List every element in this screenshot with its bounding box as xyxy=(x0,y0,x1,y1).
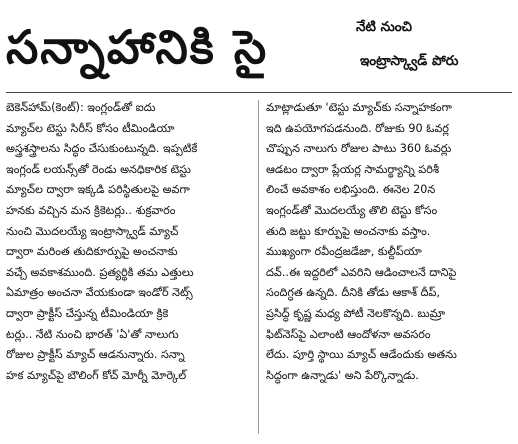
body-line: చొప్పున నాలుగు రోజుల పాటు 360 ఓవర్లు xyxy=(266,142,452,156)
body-line: ప్రసిద్ధ్‌ కృష్ణ మధ్య పోటీ నెలకొన్నది. బుమ్రా xyxy=(266,306,446,320)
body-line: సిద్ధంగా ఉన్నాడు' అని పేర్కొన్నాడు. xyxy=(266,368,419,382)
body-line: హనకు వచ్చిన మన క్రికెటర్లు.. శుక్రవారం xyxy=(6,203,176,217)
body-line: తుది జట్టు కూర్పుపై అంచనాకు వస్తాం. xyxy=(266,224,431,238)
body-line: ఇది ఉపయోగపడనుంది. రోజుకు 90 ఓవర్ల xyxy=(266,121,449,135)
body-line: మ్యాచ్‌ల టెస్టు సిరీస్‌ కోసం టీమిండియా xyxy=(6,121,175,135)
body-line: నుంచి మొదలయ్యే ఇంట్రాస్క్వాడ్‌ మ్యాచ్‌ xyxy=(6,224,179,238)
body-line: దవ్‌..ఈ ఇద్దరిలో ఎవరిని ఆడించాలనే దానిపై xyxy=(266,265,457,279)
article-column-right xyxy=(266,98,512,436)
body-line: టర్లు.. నేటి నుంచి భారత్‌ 'ఏ'తో నాలుగు xyxy=(6,327,179,341)
body-line: మ్యాచ్‌ల ద్వారా ఇక్కడి పరిస్థితులపై అవగా xyxy=(6,183,190,197)
body-line: అస్త్రశస్త్రాలను సిద్ధం చేసుకుంటున్నది. ఇప్పటికే xyxy=(6,142,198,156)
body-line: లించే అవకాశం లభిస్తుంది. ఈనెల 20న xyxy=(266,183,436,197)
headline-rule xyxy=(6,92,512,93)
headline: సన్నాహానికి సై xyxy=(6,20,269,74)
body-line: రోజుల ప్రాక్టీస్‌ మ్యాచ్‌ ఆడనున్నారు. సన్నా xyxy=(6,348,185,362)
body-line: మాట్లాడుతూ 'టెస్టు మ్యాచ్‌కు సన్నాహకంగా xyxy=(266,101,452,114)
kicker-line-1: నేటి నుంచి xyxy=(356,19,412,35)
body-line: ద్వారా ప్రాక్టీస్‌ చేస్తున్న టీమిండియా క్రికె xyxy=(6,306,169,320)
body-line: లేదు. పూర్తి స్థాయి మ్యాచ్‌ ఆడేందుకు అతను xyxy=(266,348,457,362)
body-line: హక మ్యాచ్‌పై బౌలింగ్‌ కోచ్‌ మోర్నీ మోర్కెల్‌ xyxy=(6,368,187,382)
body-line: బెకెన్‌హామ్‌(కెంట్‌): ఇంగ్లండ్‌తో ఐదు xyxy=(6,101,156,114)
body-line: వచ్చే అవకాశముంది. ప్రత్యర్థికి తమ ఎత్తులు xyxy=(6,265,194,279)
article-column-left xyxy=(6,98,252,436)
body-line: ఆడటం ద్వారా ప్లేయర్ల సామర్థ్యాన్ని పరిశీ xyxy=(266,162,439,176)
body-line: ఏమాత్రం అంచనా వేయకుండా ఇండోర్‌ నెట్స్‌ xyxy=(6,286,193,300)
body-line: ద్వారా మరింత తుదికూర్పుపై అంచనాకు xyxy=(6,245,178,259)
body-line: ఫిట్‌నెస్‌పై ఎలాంటి ఆందోళనా అవసరం xyxy=(266,327,431,341)
body-line: ముఖ్యంగా రవీంద్రజడేజా, కుల్దీప్‌యా xyxy=(266,245,422,259)
column-divider xyxy=(258,100,259,434)
kicker-line-2: ఇంట్రాస్క్వాడ్ పోరు xyxy=(360,53,459,69)
kicker xyxy=(356,14,512,86)
body-line: ఇంగ్లండ్‌ లయన్స్‌తో రెండు అనధికారిక టెస్టు xyxy=(6,162,191,176)
body-line: సందిగ్ధత ఉన్నది. దీనికి తోడు ఆకాశ్‌ దీప్‌, xyxy=(266,286,440,300)
body-line: ఇంగ్లండ్‌తో మొదలయ్యే తొలి టెస్టు కోసం xyxy=(266,203,438,217)
